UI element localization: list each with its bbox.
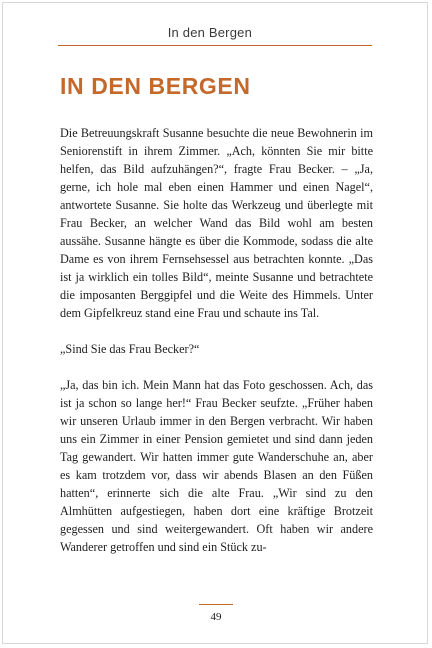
chapter-title: IN DEN BERGEN: [60, 73, 251, 99]
page-number: 49: [210, 611, 222, 623]
body-text: [60, 124, 373, 556]
running-header-title: In den Bergen: [167, 25, 252, 40]
paragraph-1: Die Betreuungskraft Susanne besuchte die neue Bewohnerin im Seniorenstift in ihrem Zimmer. „Ach, könnten Sie mir bitte helfen, das Bild aufzuhängen?“, fragte Frau Becker. – „Ja, gerne, ich hole mal eben einen Hammer und einen Nagel“, antwortete Susanne. Sie holte das Werkzeug und überlegte mit Frau Becker, an welcher Wand das Bild wohl am besten aussähe. Susanne hängte es über die Kommode, sodass die alte Dame es von ihrem Fernsehsessel aus betrachten konnte. „Das ist ja wirklich ein tolles Bild“, meinte Susanne und betrachtete die imposanten Berggipfel und die Weite des Himmels. Unter dem Gipfelkreuz stand eine Frau und schaute ins Tal.: [60, 126, 373, 320]
footer-rule: [199, 604, 233, 605]
running-header: [58, 20, 372, 46]
paragraph-2: „Sind Sie das Frau Becker?“: [60, 342, 200, 356]
paragraph-3: „Ja, das bin ich. Mein Mann hat das Foto geschossen. Ach, das ist ja schon so lange her!“ Frau Becker seufzte. „Früher haben wir unseren Urlaub immer in den Bergen verbracht. Wir haben uns ein Zimmer in einer Pension gemietet und sind dann jeden Tag gewandert. Wir hatten immer gute Wanderschuhe an, aber es kam trotzdem vor, dass wir abends Blasen an den Füßen hatten“, erinnerte sich die alte Frau. „Wir sind zu den Almhütten aufgestiegen, haben dort eine kräftige Brotzeit gegessen und sind weitergewandert. Oft haben wir andere Wanderer getroffen und sind ein Stück zu-: [60, 378, 373, 554]
